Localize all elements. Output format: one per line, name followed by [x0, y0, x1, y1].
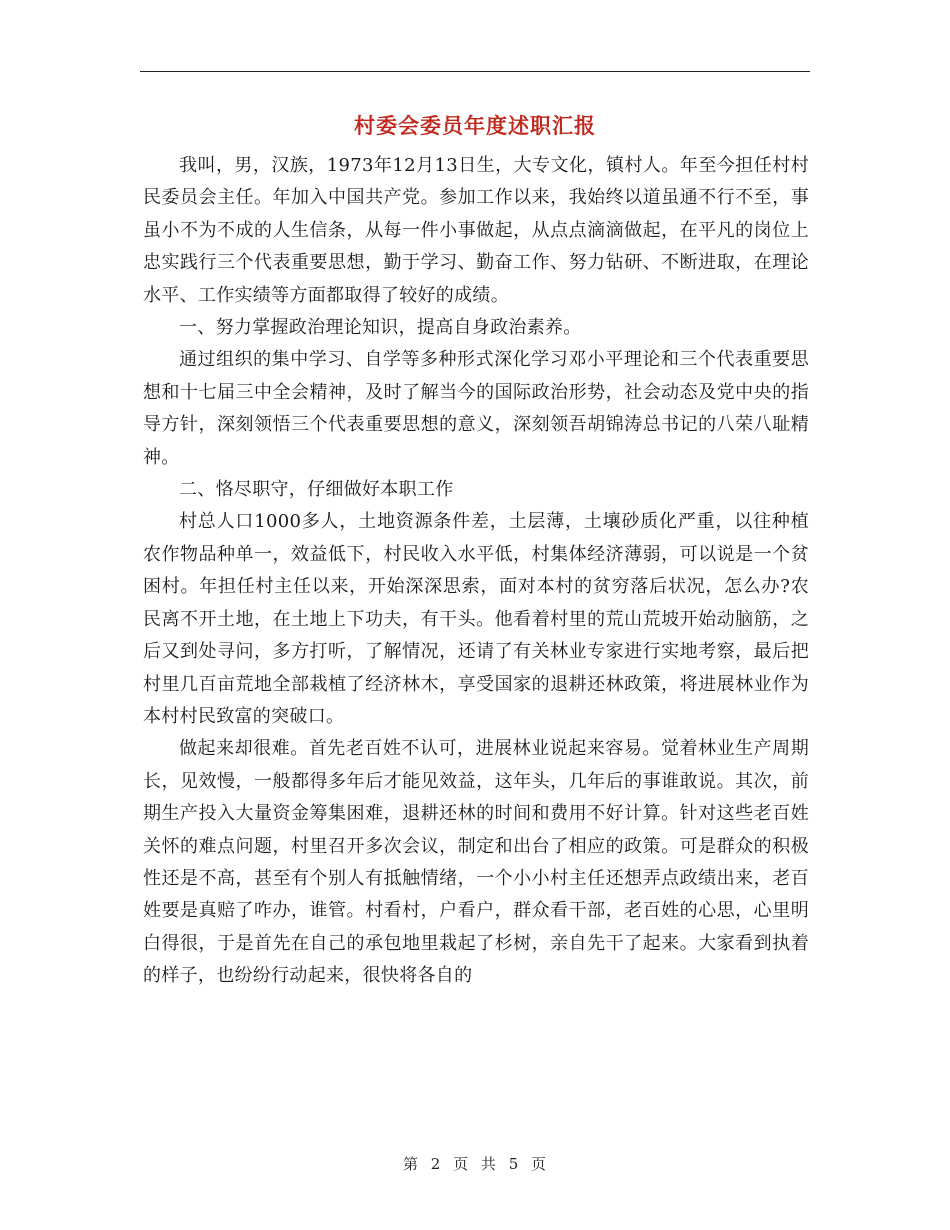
paragraph-study: 通过组织的集中学习、自学等多种形式深化学习邓小平理论和三个代表重要思想和十七届三中全会精神，及时了解当今的国际政治形势，社会动态及党中央的指导方针，深刻领悟三个代表重要思想的意义，深刻领吾胡锦涛总书记的八荣八耻精神。 — [143, 349, 809, 468]
footer-prefix: 第 — [402, 1155, 419, 1173]
document-title: 村委会委员年度述职汇报 — [354, 113, 596, 138]
footer-page-unit: 页 — [453, 1155, 470, 1173]
document-body — [143, 150, 809, 993]
paragraph-intro: 我叫，男，汉族，1973年12月13日生，大专文化，镇村人。年至今担任村村民委员会主任。年加入中国共产党。参加工作以来，我始终以道虽通不行不至，事虽小不为不成的人生信条，从每一件小事做起，从点点滴滴做起，在平凡的岗位上忠实践行三个代表重要思想，勤于学习、勤奋工作、努力钻研、不断进取，在理论水平、工作实绩等方面都取得了较好的成绩。 — [143, 155, 809, 306]
page-footer — [0, 1153, 950, 1174]
footer-total-prefix: 共 — [480, 1155, 497, 1173]
paragraph-village: 村总人口1000多人，土地资源条件差，土层薄，土壤砂质化严重，以往种植农作物品种单一，效益低下，村民收入水平低，村集体经济薄弱，可以说是一个贫困村。年担任村主任以来，开始深深思索，面对本村的贫穷落后状况，怎么办?农民离不开土地，在土地上下功夫，有干头。他看着村里的荒山荒坡开始动脑筋，之后又到处寻问，多方打听，了解情况，还请了有关林业专家进行实地考察，最后把村里几百亩荒地全部栽植了经济林木，享受国家的退耕还林政策，将进展林业作为本村村民致富的突破口。 — [143, 511, 809, 727]
section-heading-2: 二、恪尽职守，仔细做好本职工作 — [179, 479, 454, 501]
header-rule — [140, 71, 810, 72]
footer-current-page: 2 — [430, 1155, 442, 1173]
section-heading-1: 一、努力掌握政治理论知识，提高自身政治素养。 — [179, 317, 582, 339]
paragraph-difficulty: 做起来却很难。首先老百姓不认可，进展林业说起来容易。觉着林业生产周期长，见效慢，一般都得多年后才能见效益，这年头，几年后的事谁敢说。其次，前期生产投入大量资金筹集困难，退耕还林的时间和费用不好计算。针对这些老百姓关怀的难点问题，村里召开多次会议，制定和出台了相应的政策。可是群众的积极性还是不高，甚至有个别人有抵触情绪，一个小小村主任还想弄点政绩出来，老百姓要是真赔了咋办，谁管。村看村，户看户，群众看干部，老百姓的心思，心里明白得很，于是首先在自己的承包地里栽起了杉树，亲自先干了起来。大家看到执着的样子，也纷纷行动起来，很快将各自的 — [143, 738, 809, 987]
footer-total-pages: 5 — [508, 1155, 520, 1173]
footer-total-unit: 页 — [531, 1155, 548, 1173]
